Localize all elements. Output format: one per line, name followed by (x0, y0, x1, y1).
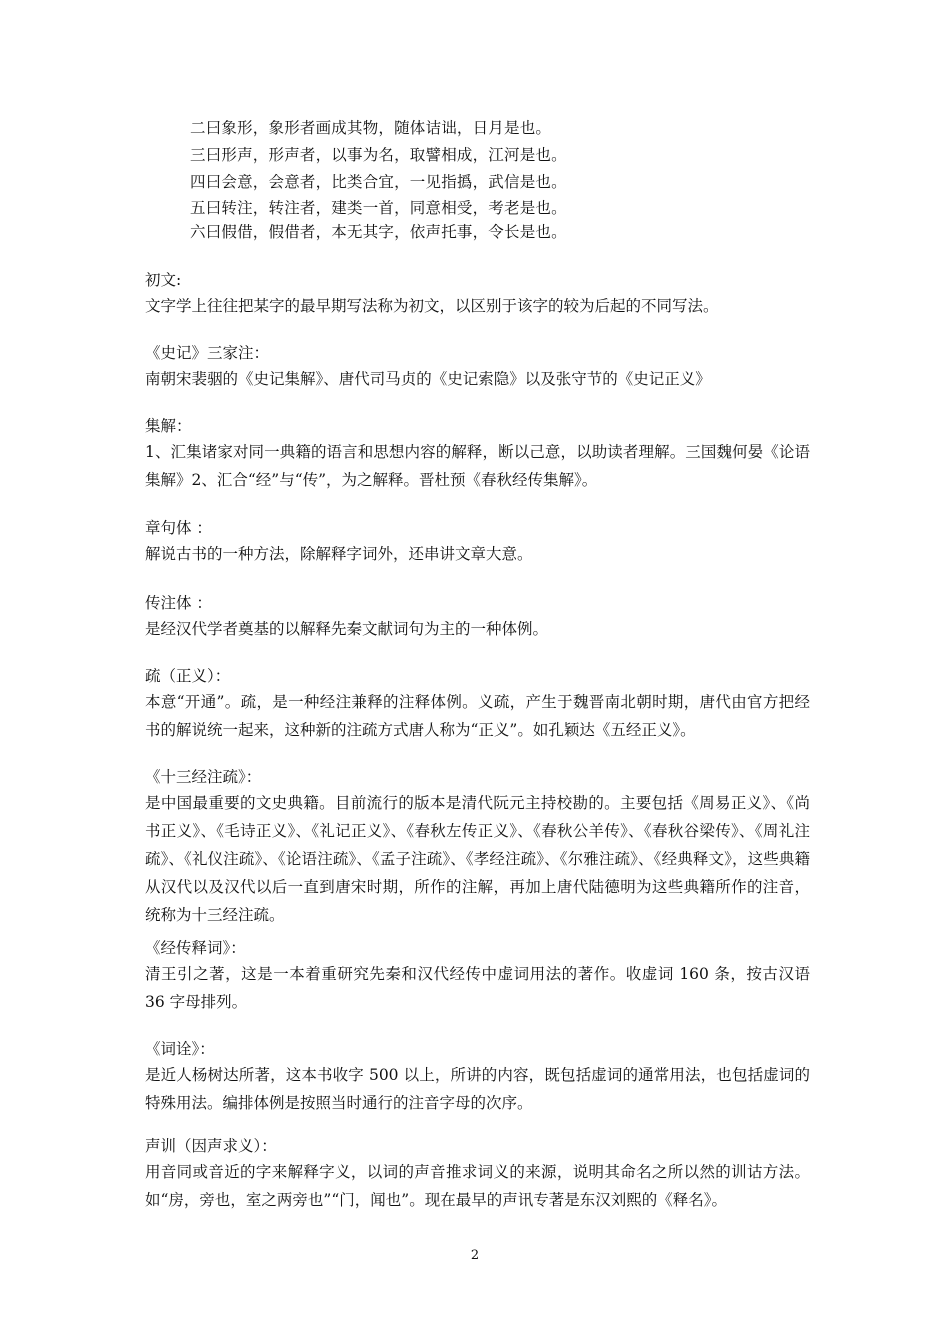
term-heading: 《十三经注疏》： (145, 768, 262, 786)
term-definition: 南朝宋裴骃的《史记集解》、唐代司马贞的《史记索隐》以及张守节的《史记正义》 (145, 370, 711, 388)
section-jingzhuan-shici (145, 936, 810, 1016)
section-shengxun (145, 1134, 810, 1214)
liushu-line-jiajie: 六曰假借，假借者，本无其字，依声托事，令长是也。 (190, 223, 567, 241)
term-definition: 本意“开通”。疏，是一种经注兼释的注释体例。义疏，产生于魏晋南北朝时期，唐代由官方把经书的解说统一起来，这种新的注疏方式唐人称为“正义”。如孔颖达《五经正义》。 (145, 693, 810, 739)
term-definition: 解说古书的一种方法，除解释字词外，还串讲文章大意。 (145, 545, 533, 563)
term-heading: 章句体 ： (145, 519, 212, 537)
section-chuwen (145, 268, 810, 320)
term-heading: 《经传释词》： (145, 939, 246, 957)
term-heading: 传注体 ： (145, 594, 212, 612)
term-definition: 清王引之著，这是一本着重研究先秦和汉代经传中虚词用法的著作。收虚词 160 条，按古汉语 36 字母排列。 (145, 965, 810, 1011)
liushu-line-xingsheng: 三曰形声，形声者，以事为名，取譬相成，江河是也。 (190, 146, 567, 164)
section-shu-zhengyi (145, 664, 810, 744)
term-heading: 《词诠》： (145, 1040, 215, 1058)
term-heading: 初文: (145, 271, 182, 289)
liushu-line-xiangxing: 二曰象形，象形者画成其物，随体诘诎，日月是也。 (190, 119, 552, 137)
term-definition: 是经汉代学者奠基的以解释先秦文献词句为主的一种体例。 (145, 620, 549, 638)
section-shiji-sanjiazhu (145, 341, 810, 393)
section-shisanjing-zhushu (145, 765, 810, 929)
term-definition: 是中国最重要的文史典籍。目前流行的版本是清代阮元主持校勘的。主要包括《周易正义》、《尚书正义》、《毛诗正义》、《礼记正义》、《春秋左传正义》、《春秋公羊传》、《春秋谷梁传》、《周礼注疏》、《礼仪注疏》、《论语注疏》、《孟子注疏》、《孝经注疏》、《尔雅注疏》、《经典释文》，这些典籍从汉代以及汉代以后一直到唐宋时期，所作的注解，再加上唐代陆德明为这些典籍所作的注音，统称为十三经注疏。 (145, 794, 810, 924)
term-definition: 用音同或音近的字来解释字义，以词的声音推求词义的来源，说明其命名之所以然的训诂方法。如“房，旁也，室之两旁也”“门，闻也”。现在最早的声讯专著是东汉刘熙的《释名》。 (145, 1163, 810, 1209)
term-heading: 《史记》三家注： (145, 344, 270, 362)
term-definition: 1、汇集诸家对同一典籍的语言和思想内容的解释，断以己意，以助读者理解。三国魏何晏《论语集解》2、汇合“经”与“传”，为之解释。晋杜预《春秋经传集解》。 (145, 443, 810, 489)
term-definition: 是近人杨树达所著，这本书收字 500 以上，所讲的内容，既包括虚词的通常用法，也包括虚词的特殊用法。编排体例是按照当时通行的注音字母的次序。 (145, 1066, 810, 1112)
section-zhangjuti (145, 516, 810, 568)
section-jijie (145, 414, 810, 494)
section-zhuanzhuti (145, 591, 810, 643)
term-definition: 文字学上往往把某字的最早期写法称为初文，以区别于该字的较为后起的不同写法。 (145, 297, 719, 315)
term-heading: 疏（正义）： (145, 667, 231, 685)
page-number: 2 (470, 1248, 480, 1263)
liushu-line-zhuanzhu: 五曰转注，转注者，建类一首，同意相受，考老是也。 (190, 199, 567, 217)
section-ciquan (145, 1037, 810, 1117)
liushu-line-huiyi: 四曰会意，会意者，比类合宜，一见指撝，武信是也。 (190, 173, 567, 191)
term-heading: 集解： (145, 417, 192, 435)
term-heading: 声训（因声求义）： (145, 1137, 277, 1155)
